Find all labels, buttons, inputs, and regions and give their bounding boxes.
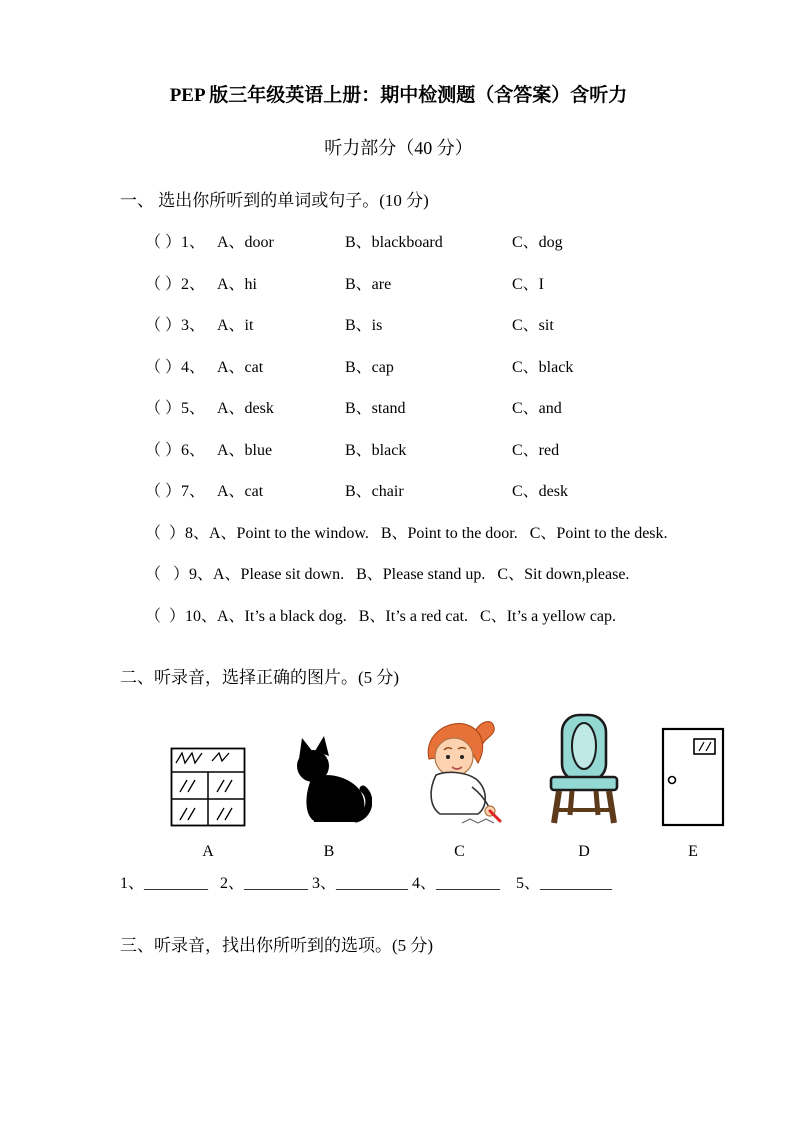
option-b: B、blackboard xyxy=(345,234,443,251)
option-c: C、desk xyxy=(512,483,569,500)
option-b: B、stand xyxy=(345,400,406,417)
page-subtitle: 听力部分（40 分） xyxy=(324,138,473,158)
girl-figure xyxy=(412,715,507,861)
picture-label-c: C xyxy=(454,843,465,860)
question-row-7 xyxy=(145,471,677,513)
option-a: A、desk xyxy=(217,400,274,417)
question-number: （ ）6、 xyxy=(145,441,206,459)
option-a: A、blue xyxy=(217,441,273,459)
picture-label-b: B xyxy=(323,843,335,860)
option-c: C、I xyxy=(512,275,545,293)
option-c: C、red xyxy=(512,441,560,459)
question-row-9: （ ）9、A、Please sit down. B、Please stand up. C、Sit down,please. xyxy=(145,566,630,583)
section2-heading: 二、听录音，选择正确的图片。(5 分) xyxy=(120,668,400,687)
door-icon xyxy=(661,727,725,827)
picture-label-d: D xyxy=(578,843,590,860)
option-b: B、are xyxy=(345,275,392,293)
option-b: B、chair xyxy=(345,483,404,500)
chair-figure xyxy=(547,713,621,861)
option-c: C、and xyxy=(512,400,562,417)
question-number: （ ）1、 xyxy=(145,234,206,251)
girl-icon xyxy=(412,715,507,827)
question-row-4 xyxy=(145,347,677,389)
section1-heading: 一、 选出你所听到的单词或句子。(10 分) xyxy=(120,191,429,210)
question-row-1 xyxy=(145,222,677,264)
page-title: PEP 版三年级英语上册：期中检测题（含答案）含听力 xyxy=(169,85,628,106)
question-number: （ ）5、 xyxy=(145,400,206,417)
option-b: B、is xyxy=(345,317,383,334)
window-figure xyxy=(170,747,246,861)
option-a: A、it xyxy=(217,317,254,334)
question-row-8: （ ）8、A、Point to the window. B、Point to the door. C、Point to the desk. xyxy=(145,524,668,542)
cat-figure xyxy=(286,731,372,861)
question-number: （ ）7、 xyxy=(145,483,206,500)
question-row-6 xyxy=(145,430,677,472)
option-a: A、cat xyxy=(217,358,264,376)
option-a: A、hi xyxy=(217,275,258,293)
picture-label-a: A xyxy=(202,843,214,860)
answer-blanks-line: 1、________ 2、________ 3、_________ 4、________ 5、_________ xyxy=(120,875,613,892)
window-icon xyxy=(170,747,246,827)
option-c: C、black xyxy=(512,358,574,376)
option-a: A、door xyxy=(217,234,274,251)
question-row-10: （ ）10、A、It’s a black dog. B、It’s a red cat. C、It’s a yellow cap. xyxy=(145,607,617,625)
question-number: （ ）4、 xyxy=(145,358,206,376)
question-row-5 xyxy=(145,388,677,430)
picture-options-row xyxy=(170,713,698,861)
question-number: （ ）2、 xyxy=(145,275,206,293)
option-b: B、black xyxy=(345,441,407,459)
cat-icon xyxy=(286,731,372,827)
picture-label-e: E xyxy=(688,843,698,860)
door-figure xyxy=(661,727,725,861)
chair-icon xyxy=(547,713,621,827)
question-number: （ ）3、 xyxy=(145,317,206,334)
question-row-2 xyxy=(145,264,677,306)
option-c: C、dog xyxy=(512,234,563,251)
question-row-3 xyxy=(145,305,677,347)
option-a: A、cat xyxy=(217,483,264,500)
option-b: B、cap xyxy=(345,358,394,376)
section3-heading: 三、听录音，找出你所听到的选项。(5 分) xyxy=(120,936,434,955)
option-c: C、sit xyxy=(512,317,554,334)
